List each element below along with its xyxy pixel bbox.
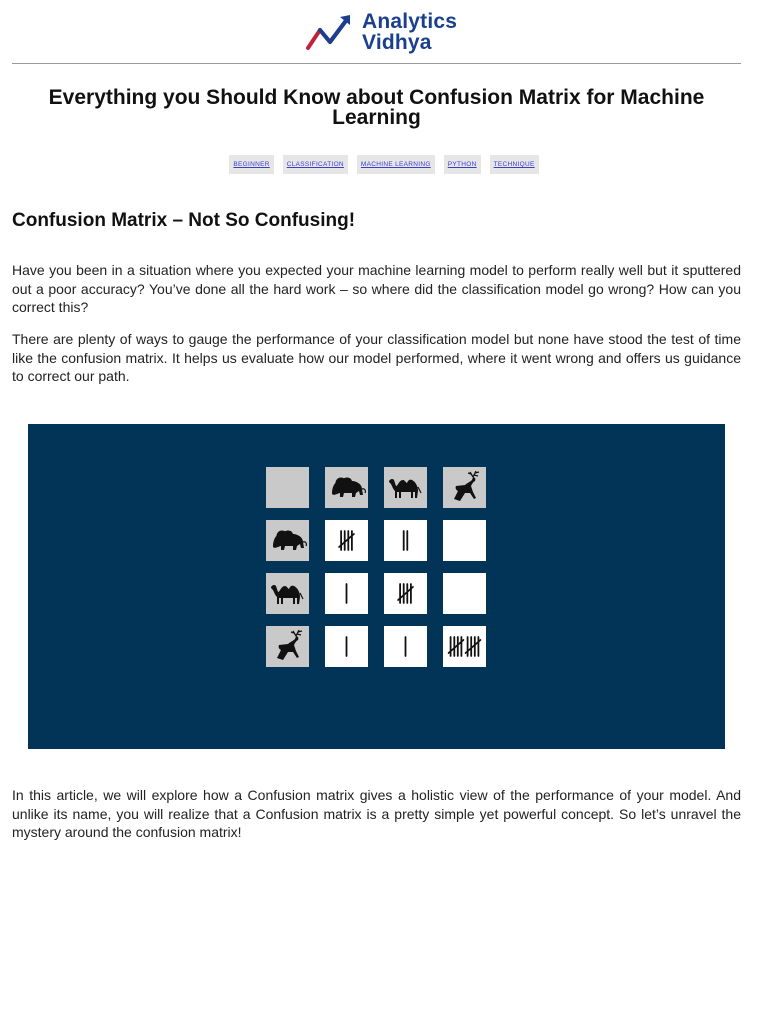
- logo-text-line1: Analytics: [362, 10, 458, 33]
- paragraph-overview: In this article, we will explore how a Confusion matrix gives a holistic view of the performance of your model. And unlike its name, you will realize that a Confusion matrix is a pretty simple yet powerful concept. So let’s unravel the mystery around the confusion matrix!: [12, 787, 741, 840]
- header-camel-icon: [384, 467, 427, 508]
- header-deer-icon: [443, 467, 486, 508]
- paragraph-methods: There are plenty of ways to gauge the performance of your classification model but none have stood the test of time like the confusion matrix. It helps us evaluate how our model performed, where it went wrong and offers us guidance to correct our path.: [12, 331, 741, 384]
- row-lion-icon: [266, 520, 309, 561]
- tag-machine-learning[interactable]: MACHINE LEARNING: [357, 155, 435, 174]
- logo-text-line2: Vidhya: [362, 31, 432, 54]
- tag-classification[interactable]: CLASSIFICATION: [283, 155, 348, 174]
- tally-cell-lion-camel: [384, 520, 427, 561]
- site-header: [12, 0, 741, 64]
- logo-arrow-icon: [304, 10, 360, 54]
- tally-cell-camel-lion: [325, 573, 368, 614]
- row-deer-icon: [266, 626, 309, 667]
- tally-cell-camel-deer: [443, 573, 486, 614]
- tag-list: [0, 155, 768, 174]
- tally-cell-deer-camel: [384, 626, 427, 667]
- matrix-corner-cell: [266, 467, 309, 508]
- tag-beginner[interactable]: BEGINNER: [229, 155, 273, 174]
- tally-cell-lion-deer: [443, 520, 486, 561]
- tally-cell-lion-lion: [325, 520, 368, 561]
- article-title: Everything you Should Know about Confusion Matrix for Machine Learning: [48, 86, 705, 129]
- header-lion-icon: [325, 467, 368, 508]
- tally-cell-camel-camel: [384, 573, 427, 614]
- paragraph-intro: Have you been in a situation where you expected your machine learning model to perform really well but it sputtered out a poor accuracy? You’ve done all the hard work – so where did the classification model go wrong? How can you correct this?: [12, 262, 741, 315]
- tally-cell-deer-deer: [443, 626, 486, 667]
- tag-python[interactable]: PYTHON: [444, 155, 481, 174]
- section-heading: Confusion Matrix – Not So Confusing!: [12, 210, 356, 231]
- tally-cell-deer-lion: [325, 626, 368, 667]
- tag-technique[interactable]: TECHNIQUE: [490, 155, 539, 174]
- confusion-matrix-figure: [28, 424, 725, 749]
- row-camel-icon: [266, 573, 309, 614]
- analytics-vidhya-logo[interactable]: [304, 8, 476, 56]
